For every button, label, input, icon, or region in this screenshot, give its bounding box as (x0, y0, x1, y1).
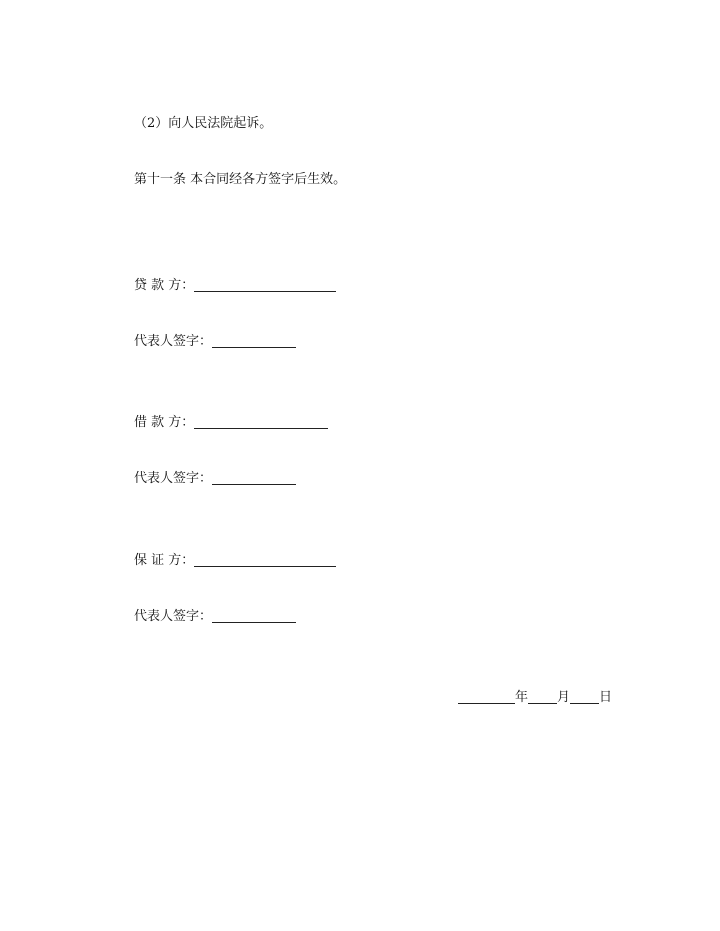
guarantor-blank[interactable] (194, 554, 336, 567)
year-label: 年 (515, 690, 529, 705)
borrower-rep-label: 代表人签字： (134, 471, 213, 486)
borrower-rep-blank[interactable] (212, 472, 296, 485)
guarantor-rep-blank[interactable] (212, 610, 296, 623)
borrower-label: 借 款 方： (134, 415, 195, 430)
borrower-signature-line (134, 415, 328, 431)
guarantor-label: 保 证 方： (134, 553, 195, 568)
lender-rep-blank[interactable] (212, 335, 296, 348)
year-blank[interactable] (458, 691, 515, 704)
borrower-rep-signature-line (134, 471, 296, 487)
month-blank[interactable] (528, 691, 557, 704)
guarantor-rep-signature-line (134, 609, 296, 625)
day-label: 日 (599, 690, 613, 705)
lender-rep-signature-line (134, 334, 296, 350)
lender-rep-label: 代表人签字： (134, 334, 213, 349)
lender-blank[interactable] (194, 279, 336, 292)
guarantor-rep-label: 代表人签字： (134, 609, 213, 624)
month-label: 月 (557, 690, 571, 705)
date-line (458, 690, 612, 706)
guarantor-signature-line (134, 553, 336, 569)
borrower-blank[interactable] (194, 416, 328, 429)
clause-article-11: 第十一条 本合同经各方签字后生效。 (134, 172, 347, 187)
day-blank[interactable] (570, 691, 599, 704)
clause-item-2: （2）向人民法院起诉。 (134, 116, 273, 131)
lender-signature-line (134, 278, 336, 294)
lender-label: 贷 款 方： (134, 278, 195, 293)
